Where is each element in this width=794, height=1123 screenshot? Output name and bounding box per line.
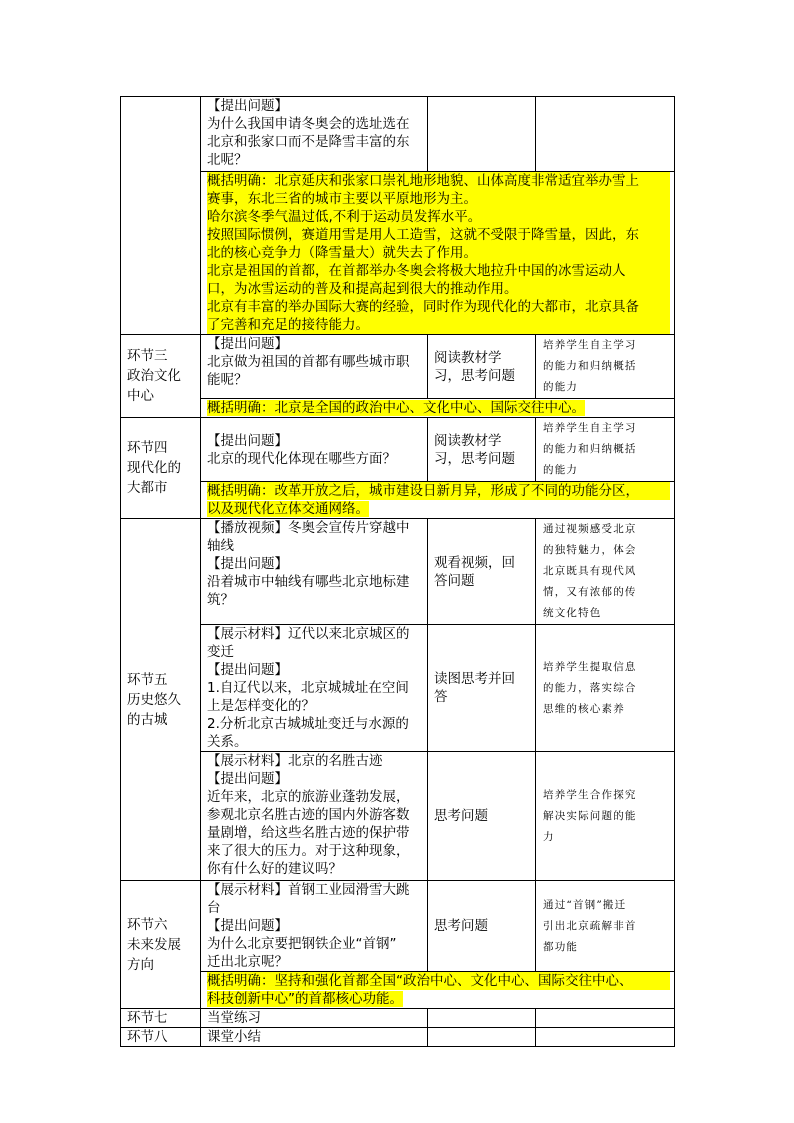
- table-row: [121, 399, 675, 418]
- stage-label: 现代化的: [127, 460, 181, 476]
- goal-cell: [536, 519, 675, 625]
- table-row: [121, 482, 675, 519]
- question-text: 北京做为祖国的首都有哪些城市职: [207, 354, 410, 370]
- table-row: [121, 519, 675, 625]
- activity-cell-empty: [428, 1028, 536, 1047]
- table-row: [121, 1009, 675, 1028]
- table-row: [121, 881, 675, 972]
- goal-cell: [536, 625, 675, 752]
- content-cell: [201, 519, 428, 625]
- summary-line: 以及现代化立体交通网络。: [207, 501, 369, 517]
- content-cell: [201, 1009, 428, 1028]
- activity-text: 阅读教材学: [434, 349, 502, 366]
- goal-text: 通过视频感受北京: [543, 523, 637, 535]
- content-text: 来了很大的压力。对于这种现象，: [207, 843, 410, 859]
- activity-cell: [428, 881, 536, 972]
- content-text: 【播放视频】冬奥会宣传片穿越中: [207, 520, 410, 536]
- question-tag: 【提出问题】: [207, 662, 288, 678]
- stage-label: 环节七: [127, 1010, 168, 1026]
- content-text: 当堂练习: [207, 1010, 261, 1026]
- goal-text: 引出北京疏解非首: [543, 919, 637, 932]
- stage-label: 历史悠久: [127, 691, 181, 708]
- summary-line: 概括明确：改革开放之后，城市建设日新月异，形成了不同的功能分区，: [207, 482, 670, 500]
- question-text: 北京和张家口而不是降雪丰富的东: [207, 134, 410, 150]
- question-tag: 【提出问题】: [207, 336, 288, 352]
- summary-line: 赛事，东北三省的城市主要以平原地形为主。: [207, 190, 670, 208]
- goal-text: 培养学生自主学习: [543, 339, 637, 351]
- goal-text: 的能力和归纳概括: [543, 443, 637, 455]
- content-text: 轴线: [207, 538, 234, 554]
- stage-cell: [121, 1028, 201, 1047]
- summary-line: 科技创新中心”的首都核心功能。: [207, 991, 403, 1007]
- summary-line: 概括明确：北京是全国的政治中心、文化中心、国际交往中心。: [207, 400, 585, 416]
- goal-text: 北京既具有现代风: [543, 565, 637, 577]
- activity-text: 习，思考问题: [434, 367, 515, 384]
- goal-text: 的能力: [543, 381, 579, 393]
- content-text: 课堂小结: [207, 1029, 261, 1045]
- question-tag: 【提出问题】: [207, 918, 288, 934]
- goal-text: 培养学生合作探究: [543, 788, 637, 801]
- question-text: 为什么我国申请冬奥会的选址选在: [207, 116, 410, 132]
- question-tag: 【提出问题】: [207, 556, 288, 572]
- content-text: 参观北京名胜古迹的国内外游客数: [207, 807, 410, 823]
- summary-line: 概括明确：坚持和强化首都全国“政治中心、文化中心、国际交往中心、: [207, 972, 670, 990]
- content-text: 1.自辽代以来，北京城城址在空间: [207, 680, 409, 696]
- activity-text: 阅读教材学: [434, 432, 502, 449]
- stage-label: 环节八: [127, 1029, 168, 1045]
- content-text: 变迁: [207, 644, 234, 660]
- question-text: 能呢？: [207, 372, 248, 388]
- stage-cell: [121, 519, 201, 881]
- summary-line: 北京有丰富的举办国际大赛的经验，同时作为现代化的大都市，北京具备: [207, 298, 670, 316]
- table-row: [121, 97, 675, 172]
- stage-label: 环节四: [127, 440, 168, 456]
- goal-cell: [536, 752, 675, 881]
- question-tag: 【提出问题】: [207, 98, 288, 114]
- activity-cell: [428, 625, 536, 752]
- stage-label: 环节三: [127, 348, 168, 364]
- activity-text: 习，思考问题: [434, 450, 515, 467]
- content-text: 近年来，北京的旅游业蓬勃发展，: [207, 789, 410, 805]
- activity-text: 思考问题: [434, 808, 488, 824]
- content-text: 关系。: [207, 734, 248, 750]
- stage-label: 政治文化: [127, 368, 181, 384]
- activity-text: 答: [434, 689, 448, 705]
- goal-text: 的能力: [543, 464, 579, 476]
- summary-line: 概括明确：北京延庆和张家口崇礼地形地貌、山体高度非常适宜举办雪上: [207, 172, 670, 190]
- goal-cell: [536, 335, 675, 399]
- activity-cell-empty: [428, 97, 536, 172]
- content-text: 【展示材料】北京的名胜古迹: [207, 753, 383, 769]
- content-cell: [201, 881, 428, 972]
- activity-text: 思考问题: [434, 918, 488, 934]
- goal-text: 都功能: [543, 940, 579, 953]
- content-text: 为什么北京要把钢铁企业“首钢”: [207, 936, 397, 952]
- stage-cell: [121, 335, 201, 418]
- summary-line: 北京是祖国的首都，在首都举办冬奥会将极大地拉升中国的冰雪运动人: [207, 262, 670, 280]
- goal-text: 培养学生提取信息: [543, 660, 637, 673]
- summary-line: 按照国际惯例，赛道用雪是用人工造雪，这就不受限于降雪量，因此，东: [207, 226, 670, 244]
- stage-cell: [121, 1009, 201, 1028]
- content-text: 上是怎样变化的？: [207, 698, 315, 714]
- summary-cell: [201, 972, 675, 1009]
- question-tag: 【提出问题】: [207, 432, 288, 449]
- activity-cell: [428, 752, 536, 881]
- summary-cell: [201, 172, 675, 335]
- activity-text: 答问题: [434, 572, 475, 589]
- stage-cell: [121, 881, 201, 1009]
- summary-line: 北的核心竞争力（降雪量大）就失去了作用。: [207, 244, 670, 262]
- table-row: [121, 418, 675, 482]
- content-cell: [201, 335, 428, 399]
- stage-label: 方向: [127, 956, 154, 973]
- stage-cell: [121, 418, 201, 519]
- goal-cell-empty: [536, 1009, 675, 1028]
- content-text: 【展示材料】辽代以来北京城区的: [207, 626, 410, 642]
- content-text: 沿着城市中轴线有哪些北京地标建: [207, 574, 410, 590]
- activity-cell: [428, 418, 536, 482]
- content-cell: [201, 625, 428, 752]
- content-text: 迁出北京呢？: [207, 954, 288, 970]
- goal-text: 统文化特色: [543, 607, 602, 619]
- summary-cell: [201, 399, 675, 418]
- goal-text: 情，又有浓郁的传: [543, 586, 637, 598]
- question-text: 北呢？: [207, 152, 248, 168]
- content-cell: [201, 418, 428, 482]
- summary-line: 口，为冰雪运动的普及和提高起到很大的推动作用。: [207, 280, 670, 298]
- goal-cell-empty: [536, 97, 675, 172]
- content-cell: [201, 97, 428, 172]
- goal-text: 的独特魅力，体会: [543, 544, 637, 556]
- goal-text: 力: [543, 830, 555, 843]
- summary-cell: [201, 482, 675, 519]
- activity-text: 观看视频，回: [434, 554, 515, 571]
- content-cell: [201, 752, 428, 881]
- stage-label: 环节六: [127, 916, 168, 933]
- table-row: [121, 752, 675, 881]
- table-row: [121, 1028, 675, 1047]
- stage-label: 未来发展: [127, 936, 181, 953]
- summary-line: 哈尔滨冬季气温过低,不利于运动员发挥水平。: [207, 208, 670, 226]
- lesson-plan-table: [120, 96, 675, 1047]
- table-row: [121, 172, 675, 335]
- goal-text: 的能力，落实综合: [543, 681, 637, 694]
- stage-label: 大都市: [127, 480, 168, 496]
- stage-label: 环节五: [127, 671, 168, 688]
- goal-text: 培养学生自主学习: [543, 422, 637, 434]
- goal-cell: [536, 418, 675, 482]
- table-row: [121, 335, 675, 399]
- summary-line: 了完善和充足的接待能力。: [207, 316, 670, 334]
- content-text: 你有什么好的建议吗？: [207, 861, 342, 877]
- content-cell: [201, 1028, 428, 1047]
- content-text: 筑？: [207, 592, 234, 608]
- activity-cell: [428, 519, 536, 625]
- content-text: 【展示材料】首钢工业园滑雪大跳: [207, 882, 410, 898]
- activity-text: 读图思考并回: [434, 671, 515, 687]
- goal-cell-empty: [536, 1028, 675, 1047]
- stage-label: 的古城: [127, 711, 168, 728]
- activity-cell-empty: [428, 1009, 536, 1028]
- content-text: 2.分析北京古城城址变迁与水源的: [207, 716, 409, 732]
- goal-text: 解决实际问题的能: [543, 809, 637, 822]
- activity-cell: [428, 335, 536, 399]
- question-text: 北京的现代化体现在哪些方面？: [207, 450, 396, 467]
- goal-text: 的能力和归纳概括: [543, 360, 637, 372]
- content-text: 台: [207, 900, 221, 916]
- table-row: [121, 625, 675, 752]
- content-text: 量剧增，给这些名胜古迹的保护带: [207, 825, 410, 841]
- question-tag: 【提出问题】: [207, 771, 288, 787]
- goal-cell: [536, 881, 675, 972]
- stage-label: 中心: [127, 388, 154, 404]
- goal-text: 思维的核心素养: [543, 702, 625, 715]
- table-row: [121, 972, 675, 1009]
- goal-text: 通过“首钢”搬迁: [543, 898, 627, 911]
- stage-cell-empty: [121, 97, 201, 335]
